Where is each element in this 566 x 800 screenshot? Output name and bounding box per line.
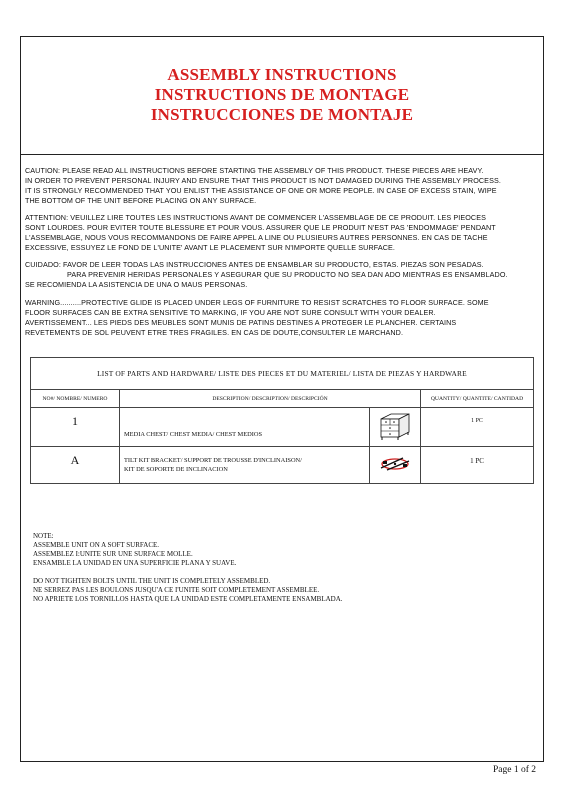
page-number: Page 1 of 2 xyxy=(493,765,537,775)
column-header-number: NO#/ NOMBRE/ NUMERO xyxy=(31,390,120,408)
part-quantity: 1 PC xyxy=(421,408,534,447)
part-description-cell xyxy=(120,447,370,484)
note-line: ASSEMBLE UNIT ON A SOFT SURFACE. xyxy=(33,541,160,549)
part-number: A xyxy=(31,447,120,484)
note-line: DO NOT TIGHTEN BOLTS UNTIL THE UNIT IS COMPLETELY ASSEMBLED. xyxy=(33,577,271,585)
attention-french: ATTENTION: VEUILLEZ LIRE TOUTES LES INSTRUCTIONS AVANT DE COMMENCER L'ASSEMBLAGE DE CE PRODUIT. LES PIEOCES SONT LOURDES. POUR EVITER TOUTE BLESSURE ET POUR VOUS. ASSURER QUE LE PRODUIT N'EST PAS 'ENDOMMAGE' PENDANT L'ASSEMBLAGE, NOUS VOUS RECOMMANDONS DE FAIRE APPEL A LINE OU PLUSIEURS AUTRES PERSONNES. EN CAS DE TACHE EXCESSIVE, ESSUYEZ LE FOND DE L'UNITE' AVANT LE PLACEMENT SUR N'IMPORTE QUELLE SURFACE. xyxy=(25,213,496,252)
note-line: ASSEMBLEZ I:UNITE SUR UNE SURFACE MOLLE. xyxy=(33,550,193,558)
part-description: MEDIA CHEST/ CHEST MEDIA/ CHEST MEDIOS xyxy=(120,408,370,447)
part-description-line-2: KIT DE SOPORTE DE INCLINACION xyxy=(124,466,228,473)
note-line: NO APRIETE LOS TORNILLOS HASTA QUE LA UNIDAD ESTE COMPLETAMENTE ENSAMBLADA. xyxy=(33,595,343,603)
warning-text: WARNING..........PROTECTIVE GLIDE IS PLACED UNDER LEGS OF FURNITURE TO RESIST SCRATCHES TO FLOOR SURFACE. SOME FLOOR SURFACES CAN BE EXTRA SENSITIVE TO MARKING, IF YOU ARE NOT SURE CONSULT WITH YOUR DEALER. AVERTISSEMENT... LES PIEDS DES MEUBLES SONT MUNIS DE PATINS DESTINES A PROTEGER LE PLANCHER. CERTAINS REVETEMENTS DE SOL PEUVENT ETRE TRES FRAGILES. EN CAS DE DOUTE,CONSULTER LE MARCHAND. xyxy=(25,298,489,337)
cuidado-line-2: PARA PREVENIR HERIDAS PERSONALES Y ASEGURAR QUE SU PRODUCTO NO SEA DAN ADO MIENTRAS ES ENSAMBLADO. xyxy=(67,270,508,279)
caution-english: CAUTION: PLEASE READ ALL INSTRUCTIONS BEFORE STARTING THE ASSEMBLY OF THIS PRODUCT. THESE PIECES ARE HEAVY. IN ORDER TO PREVENT PERSONAL INJURY AND ENSURE THAT THIS PRODUCT IS NOT DAMAGED DURING THE ASSEMBLY PROCESS. IT IS STRONGLY RECOMMENDED THAT YOU ENLIST THE ASSISTANCE OF ONE OR MORE PEOPLE. IN CASE OF EXCESS STAIN, WIPE THE BOTTOM OF THE UNIT BEFORE PLACING ON ANY SURFACE. xyxy=(25,166,501,205)
note-label: NOTE: xyxy=(33,532,54,540)
column-header-quantity: QUANTITY/ QUANTITE/ CANTIDAD xyxy=(421,390,534,408)
title-english: ASSEMBLY INSTRUCTIONS xyxy=(167,65,397,84)
title-french: INSTRUCTIONS DE MONTAGE xyxy=(154,85,410,104)
part-number: 1 xyxy=(31,408,120,447)
cuidado-spanish xyxy=(25,260,539,290)
media-chest-icon xyxy=(378,410,412,442)
part-quantity: 1 PC xyxy=(421,447,534,484)
table-row xyxy=(31,408,534,447)
page-frame xyxy=(20,36,544,762)
note-line: NE SERREZ PAS LES BOULONS JUSQU'A CE I'UNITE SOIT COMPLETEMENT ASSEMBLEE. xyxy=(33,586,320,594)
cuidado-line-1: CUIDADO: FAVOR DE LEER TODAS LAS INSTRUCCIONES ANTES DE ENSAMBLAR SU PRODUCTO, ESTAS. PIEZAS SON PESADAS. xyxy=(25,260,484,269)
part-description: TILT KIT BRACKET/ SUPPORT DE TROUSSE D'INCLINAISON/ xyxy=(124,457,302,464)
part-image-cell xyxy=(370,447,421,484)
title-block xyxy=(21,37,543,155)
title-spanish: INSTRUCCIONES DE MONTAJE xyxy=(150,105,414,124)
assembly-notes xyxy=(33,532,353,604)
note-spacer xyxy=(33,568,353,577)
tilt-kit-bracket-icon xyxy=(377,453,413,475)
cuidado-line-3: SE RECOMIENDA LA ASISTENCIA DE UNA O MAUS PERSONAS. xyxy=(25,280,248,289)
table-row xyxy=(31,447,534,484)
parts-table-title: LIST OF PARTS AND HARDWARE/ LISTE DES PIECES ET DU MATERIEL/ LISTA DE PIEZAS Y HARDWARE xyxy=(31,358,534,390)
column-header-description: DESCRIPTION/ DESCRIPTION/ DESCRIPCIÓN xyxy=(120,390,421,408)
note-line: ENSAMBLE LA UNIDAD EN UNA SUPERFICIE PLANA Y SUAVE. xyxy=(33,559,237,567)
parts-table xyxy=(30,357,534,484)
part-image-cell xyxy=(370,408,421,447)
